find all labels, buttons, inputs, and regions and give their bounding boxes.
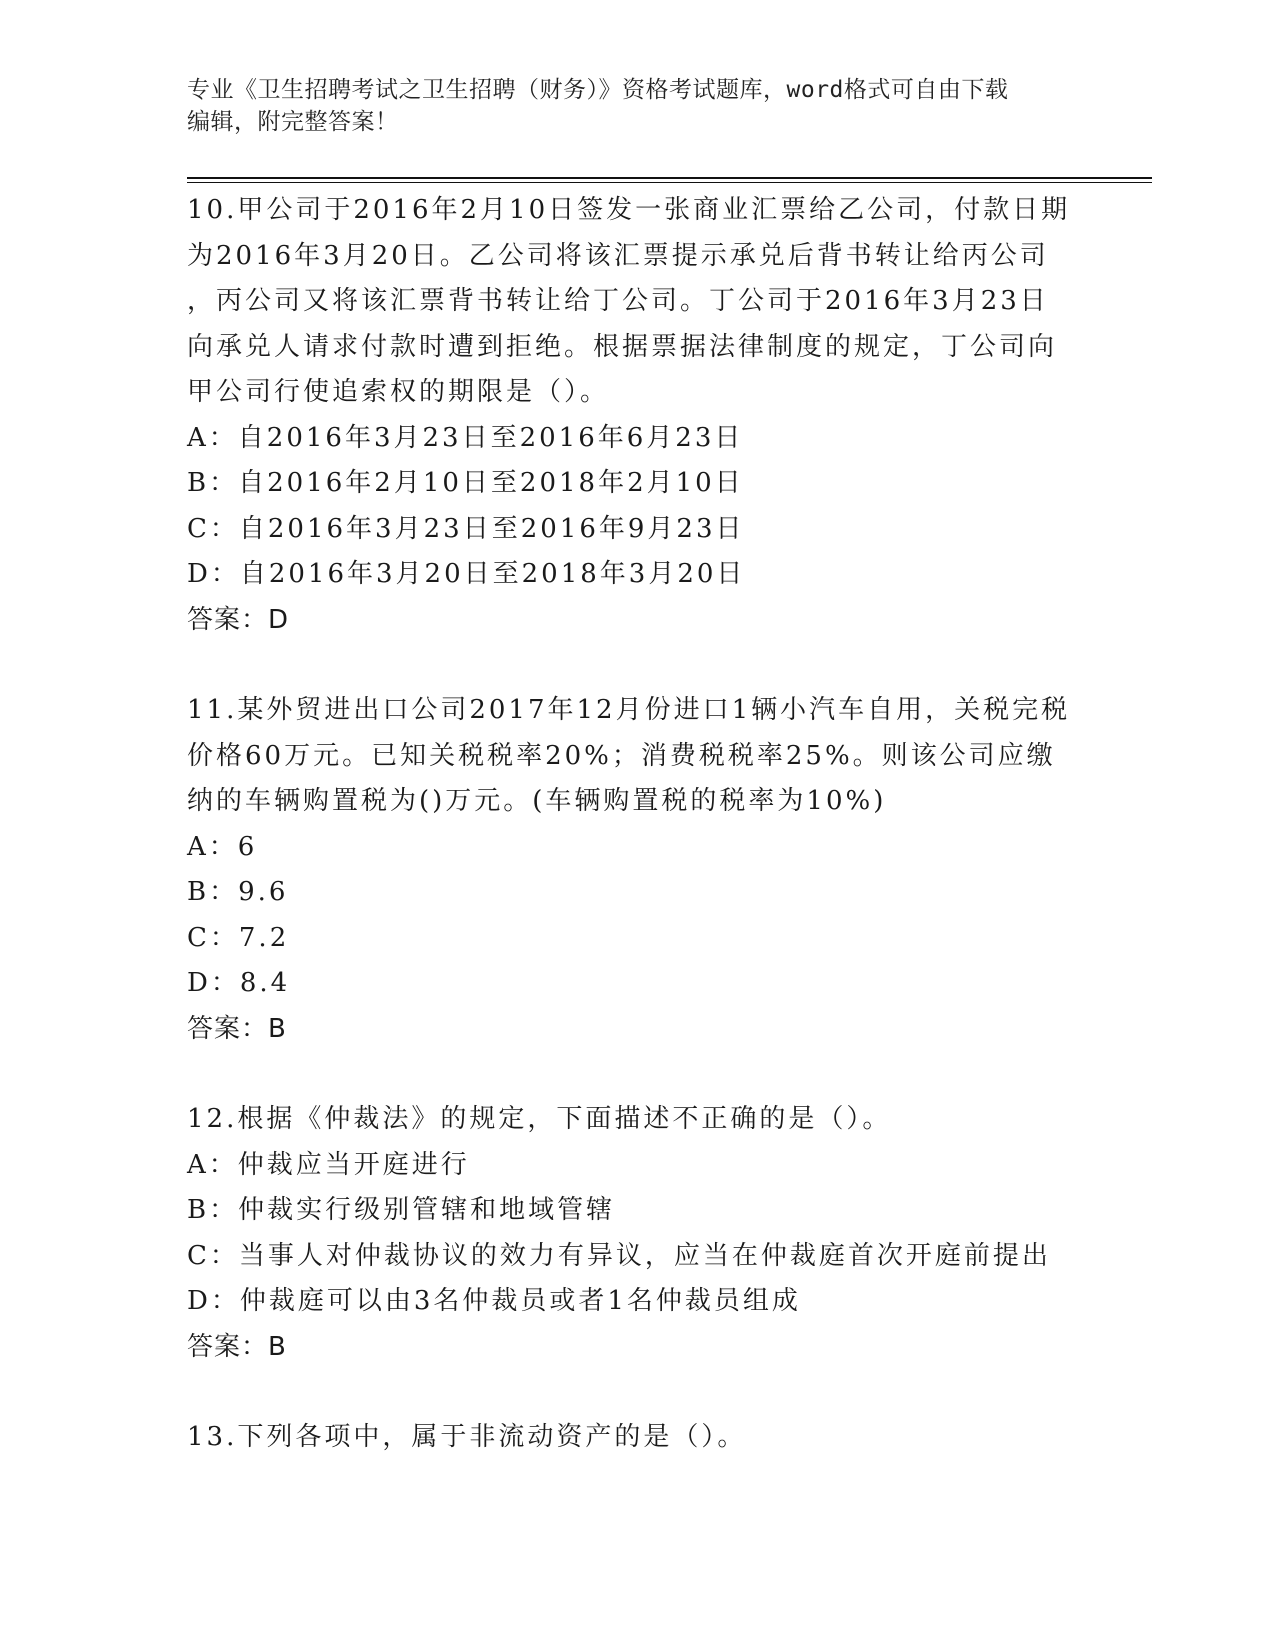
question-text-line: 纳的车辆购置税为()万元。(车辆购置税的税率为10%) [187,786,887,816]
question-11 [187,688,1087,1052]
answer-label: 答案：B [187,1013,287,1044]
question-text-line: 为2016年3月20日。乙公司将该汇票提示承兑后背书转让给丙公司 [187,240,1049,271]
header-line-1: 专业《卫生招聘考试之卫生招聘（财务）》资格考试题库，word格式可自由下载 [187,77,1009,103]
option-c: C：7.2 [187,922,290,953]
question-spacer [187,1052,1087,1097]
answer-label: 答案：B [187,1331,287,1362]
option-b: B：9.6 [187,877,289,907]
question-text-line: 13.下列各项中，属于非流动资产的是（）。 [187,1422,747,1452]
question-spacer [187,643,1087,688]
question-10 [187,188,1087,643]
option-d: D：自2016年3月20日至2018年3月20日 [187,559,746,589]
question-text-line: 价格60万元。已知关税税率20%；消费税税率25%。则该公司应缴 [187,740,1056,771]
header-line-2: 编辑，附完整答案！ [187,109,399,135]
option-b: B：仲裁实行级别管辖和地域管辖 [187,1195,616,1225]
header-divider-thin [187,182,1152,183]
option-c: C：当事人对仲裁协议的效力有异议，应当在仲裁庭首次开庭前提出 [187,1240,1051,1271]
option-d: D：仲裁庭可以由3名仲裁员或者1名仲裁员组成 [187,1286,801,1316]
answer-label: 答案：D [187,604,290,635]
question-text-line: 甲公司行使追索权的期限是（）。 [187,377,610,407]
option-b: B：自2016年2月10日至2018年2月10日 [187,468,744,498]
question-text-line: ，丙公司又将该汇票背书转让给丁公司。丁公司于2016年3月23日 [187,286,1049,316]
option-c: C：自2016年3月23日至2016年9月23日 [187,513,745,544]
option-d: D：8.4 [187,968,291,998]
option-a: A：6 [187,831,258,862]
question-text-line: 11.某外贸进出口公司2017年12月份进口1辆小汽车自用，关税完税 [187,695,1071,725]
document-header [187,74,1067,138]
question-text-line: 12.根据《仲裁法》的规定，下面描述不正确的是（）。 [187,1104,892,1134]
option-a: A：自2016年3月23日至2016年6月23日 [187,422,744,453]
question-text-line: 10.甲公司于2016年2月10日签发一张商业汇票给乙公司，付款日期 [187,195,1071,225]
option-a: A：仲裁应当开庭进行 [187,1149,470,1180]
header-divider-thick [187,177,1152,179]
question-spacer [187,1370,1087,1415]
question-13 [187,1415,1087,1461]
question-text-line: 向承兑人请求付款时遭到拒绝。根据票据法律制度的规定，丁公司向 [187,331,1058,362]
question-list [187,188,1087,1461]
question-12 [187,1097,1087,1370]
